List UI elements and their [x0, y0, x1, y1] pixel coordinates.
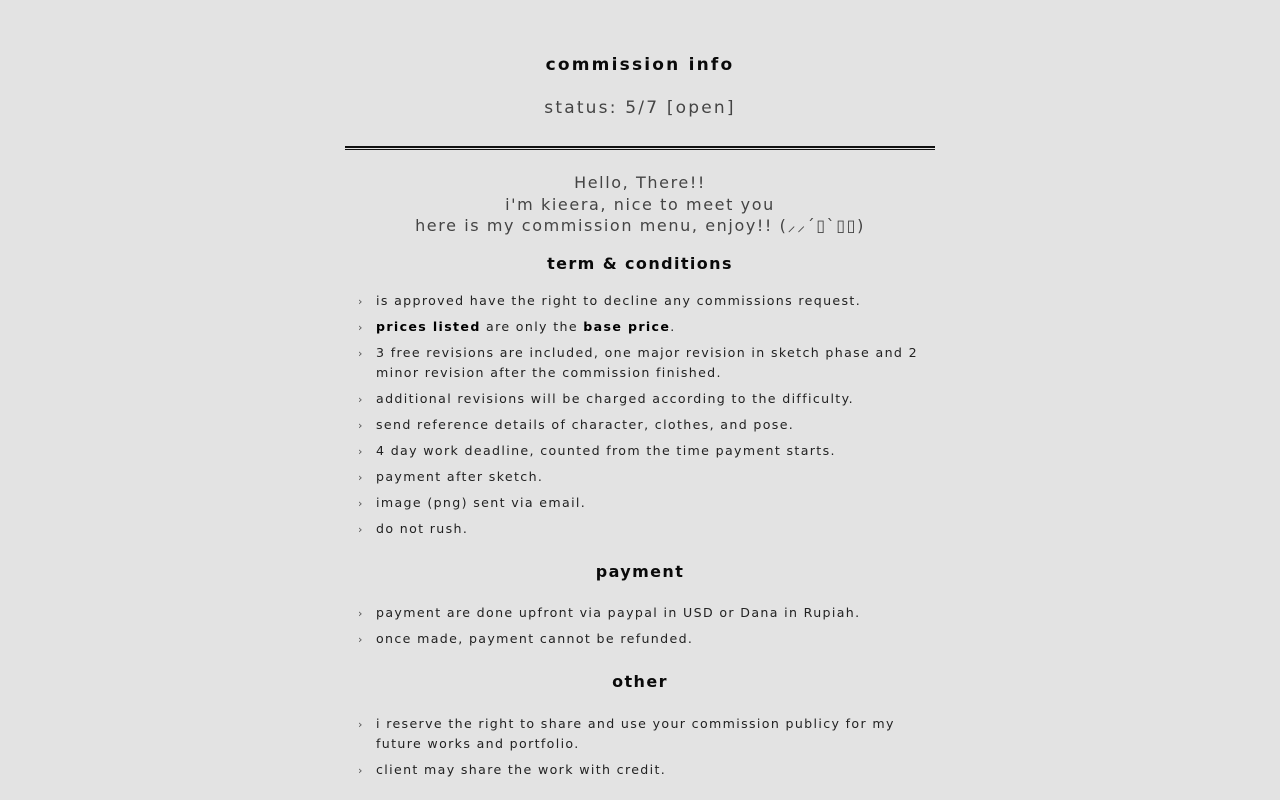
- chevron-right-icon: ›: [358, 633, 364, 646]
- list-item: › i reserve the right to share and use your commission publicy for my future works and portfolio.: [358, 716, 895, 751]
- payment-heading: payment: [595, 562, 685, 581]
- greeting: [0, 172, 1280, 237]
- chevron-right-icon: ›: [358, 444, 364, 458]
- chevron-right-icon: ›: [358, 295, 364, 308]
- list-item: › do not rush.: [358, 519, 918, 539]
- terms-list: [358, 291, 918, 545]
- terms-heading: term & conditions: [547, 254, 733, 273]
- list-item: › client may share the work with credit.: [358, 760, 918, 780]
- list-item: › additional revisions will be charged according to the difficulty.: [358, 389, 918, 409]
- list-item: › image (png) sent via email.: [358, 493, 918, 513]
- chevron-right-icon: ›: [358, 418, 364, 432]
- chevron-right-icon: ›: [358, 522, 364, 536]
- list-item: › is approved have the right to decline any commissions request.: [358, 291, 918, 311]
- list-item: › 3 free revisions are included, one major revision in sketch phase and 2 minor revision after the commission finished.: [358, 345, 918, 380]
- greeting-line-2: i'm kieera, nice to meet you: [505, 194, 775, 214]
- chevron-right-icon: ›: [358, 763, 364, 777]
- chevron-right-icon: ›: [358, 347, 364, 360]
- chevron-right-icon: ›: [358, 496, 364, 510]
- payment-list: [358, 603, 918, 655]
- list-item: › payment after sketch.: [358, 467, 918, 487]
- status-text: status: 5/7 [open]: [544, 98, 736, 118]
- list-item: › payment are done upfront via paypal in USD or Dana in Rupiah.: [358, 603, 918, 623]
- bold-text: base price: [583, 319, 671, 334]
- bold-text: prices listed: [376, 319, 481, 334]
- list-item: › once made, payment cannot be refunded.: [358, 629, 918, 649]
- chevron-right-icon: ›: [358, 392, 364, 406]
- chevron-right-icon: ›: [358, 321, 364, 334]
- greeting-line-1: Hello, There!!: [574, 173, 706, 192]
- double-divider: [345, 146, 935, 150]
- list-item: › prices listed are only the base price.: [358, 317, 918, 337]
- list-item: › send reference details of character, clothes, and pose.: [358, 415, 918, 435]
- other-list: [358, 714, 918, 786]
- chevron-right-icon: ›: [358, 470, 364, 484]
- list-item: › 4 day work deadline, counted from the time payment starts.: [358, 441, 918, 461]
- greeting-line-3: here is my commission menu, enjoy!! (⸝⸝´▯`▯▯): [415, 216, 865, 235]
- page-title: commission info: [545, 55, 735, 75]
- chevron-right-icon: ›: [358, 718, 364, 731]
- chevron-right-icon: ›: [358, 607, 364, 620]
- other-heading: other: [612, 672, 668, 691]
